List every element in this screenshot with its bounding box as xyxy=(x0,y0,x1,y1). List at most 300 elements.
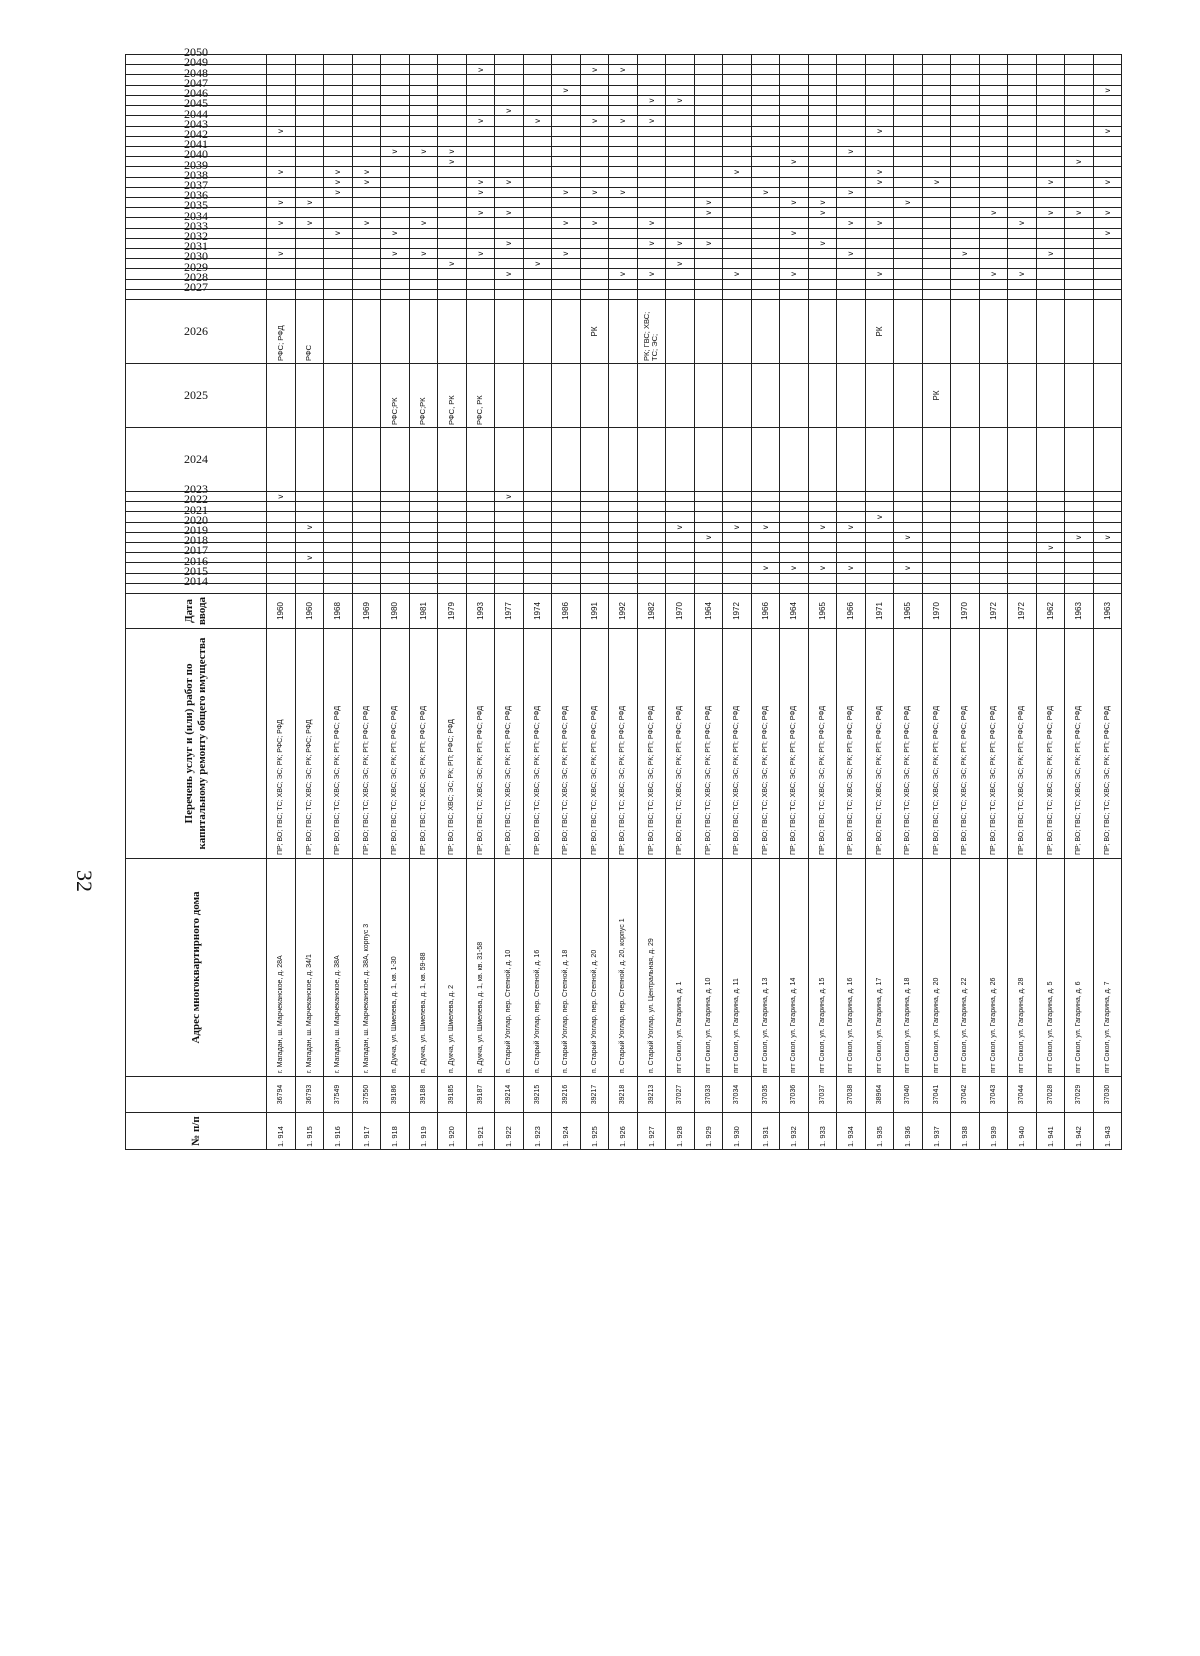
row-year-cell-2036 xyxy=(951,197,980,207)
row-year-cell-2037 xyxy=(438,187,467,197)
row-year-cell-2021 xyxy=(409,512,438,522)
row-year-cell-2027 xyxy=(979,289,1008,299)
row-services: ПР; ВО; ГВС; ТС; ХВС; ЭС; РК; РП; РФС; РФД xyxy=(1065,629,1094,859)
row-year-cell-2014 xyxy=(751,583,780,593)
row-year-cell-2048 xyxy=(922,75,951,85)
row-year-cell-2023 xyxy=(894,491,923,501)
row-year-cell-2037 xyxy=(694,187,723,197)
row-year-cell-2020 xyxy=(1065,522,1094,532)
row-commission-year: 1974 xyxy=(523,594,552,629)
row-year-cell-2029: v xyxy=(609,269,638,279)
row-year-cell-2018 xyxy=(381,542,410,552)
row-year-cell-2039: v xyxy=(324,167,353,177)
row-year-cell-2034: v xyxy=(352,218,381,228)
row-year-cell-2015 xyxy=(523,573,552,583)
row-address: пгт Сокол, ул. Гагарина, д. 1 xyxy=(666,859,695,1077)
row-year-cell-2032 xyxy=(438,238,467,248)
row-year-cell-2018 xyxy=(409,542,438,552)
row-year-cell-2014 xyxy=(580,583,609,593)
table-row xyxy=(438,55,467,1150)
row-year-cell-2043 xyxy=(1036,126,1065,136)
row-year-cell-2031: v xyxy=(381,248,410,258)
row-year-cell-2050 xyxy=(495,55,524,65)
row-year-cell-2019 xyxy=(324,532,353,542)
row-year-cell-2022 xyxy=(352,502,381,512)
row-year-cell-2034 xyxy=(381,218,410,228)
row-address: г. Магадан, ш. Марчеканское, д. 34/1 xyxy=(295,859,324,1077)
row-year-cell-2043 xyxy=(922,126,951,136)
row-year-cell-2039 xyxy=(523,167,552,177)
row-year-cell-2032 xyxy=(1036,238,1065,248)
row-year-cell-2048 xyxy=(409,75,438,85)
row-year-cell-2029: v xyxy=(495,269,524,279)
row-year-cell-2050 xyxy=(409,55,438,65)
row-year-cell-2046 xyxy=(1008,95,1037,105)
row-year-cell-2019 xyxy=(609,532,638,542)
row-year-cell-2033 xyxy=(580,228,609,238)
row-year-cell-2025 xyxy=(552,363,581,427)
row-commission-year: 1966 xyxy=(837,594,866,629)
row-year-cell-2017 xyxy=(609,553,638,563)
row-year-cell-2022 xyxy=(808,502,837,512)
row-year-cell-2039 xyxy=(694,167,723,177)
row-year-cell-2023 xyxy=(723,491,752,501)
header-year-label: 2016 xyxy=(184,553,208,568)
row-year-cell-2023 xyxy=(694,491,723,501)
row-year-cell-2023 xyxy=(979,491,1008,501)
header-year-label: 2034 xyxy=(184,208,208,223)
row-year-cell-2026 xyxy=(751,299,780,363)
row-year-cell-2014 xyxy=(837,583,866,593)
row-year-cell-2034 xyxy=(1036,218,1065,228)
row-year-cell-2031: v xyxy=(552,248,581,258)
row-year-cell-2025 xyxy=(666,363,695,427)
row-address: п. Старый Уоглар, пер. Степной, д. 20 xyxy=(580,859,609,1077)
row-year-cell-2041 xyxy=(552,146,581,156)
row-year-cell-2044 xyxy=(951,116,980,126)
row-year-cell-2039 xyxy=(552,167,581,177)
row-year-cell-2031: v xyxy=(267,248,296,258)
row-year-cell-2014 xyxy=(438,583,467,593)
row-year-cell-2015 xyxy=(1093,573,1122,583)
row-year-cell-2043 xyxy=(495,126,524,136)
row-year-cell-2020 xyxy=(324,522,353,532)
row-year-cell-2047 xyxy=(837,85,866,95)
header-year-label: 2020 xyxy=(184,512,208,527)
row-number: 1. 940 xyxy=(1008,1113,1037,1150)
table-row xyxy=(352,55,381,1150)
row-year-cell-2032 xyxy=(381,238,410,248)
row-year-cell-2043 xyxy=(694,126,723,136)
row-year-cell-2037: v xyxy=(324,187,353,197)
row-year-cell-2018 xyxy=(552,542,581,552)
row-year-cell-2039 xyxy=(637,167,666,177)
row-year-cell-2019 xyxy=(979,532,1008,542)
row-year-cell-2028 xyxy=(1036,279,1065,289)
row-year-cell-2014 xyxy=(922,583,951,593)
row-year-cell-2046 xyxy=(552,95,581,105)
row-house-id: 36793 xyxy=(295,1077,324,1113)
table-header-row xyxy=(126,55,267,1150)
row-house-id: 37043 xyxy=(979,1077,1008,1113)
row-commission-year: 1972 xyxy=(1008,594,1037,629)
row-year-cell-2021 xyxy=(381,512,410,522)
row-services: ПР; ВО; ГВС; ТС; ХВС; ЭС; РК; РП; РФС; РФД xyxy=(694,629,723,859)
row-year-cell-2046 xyxy=(609,95,638,105)
row-year-cell-2018 xyxy=(324,542,353,552)
row-year-cell-2014 xyxy=(295,583,324,593)
row-year-cell-2047 xyxy=(894,85,923,95)
row-year-cell-2044 xyxy=(552,116,581,126)
row-year-cell-2029 xyxy=(894,269,923,279)
row-year-cell-2028 xyxy=(979,279,1008,289)
row-year-cell-2015 xyxy=(723,573,752,583)
row-year-cell-2033 xyxy=(637,228,666,238)
row-year-cell-2016: v xyxy=(751,563,780,573)
row-year-cell-2026 xyxy=(951,299,980,363)
row-year-cell-2049 xyxy=(951,65,980,75)
row-year-cell-2033 xyxy=(922,228,951,238)
row-year-cell-2042 xyxy=(894,136,923,146)
row-year-cell-2037 xyxy=(381,187,410,197)
row-year-cell-2044 xyxy=(267,116,296,126)
row-year-cell-2041 xyxy=(751,146,780,156)
row-year-cell-2047 xyxy=(1065,85,1094,95)
row-year-cell-2033 xyxy=(609,228,638,238)
row-year-cell-2025: РФС;РК xyxy=(409,363,438,427)
row-year-cell-2024 xyxy=(609,427,638,491)
row-year-cell-2016 xyxy=(324,563,353,573)
row-year-cell-2031 xyxy=(780,248,809,258)
header-year-label: 2035 xyxy=(184,198,208,213)
row-year-cell-2019 xyxy=(922,532,951,542)
row-address: пгт Сокол, ул. Гагарина, д. 10 xyxy=(694,859,723,1077)
row-year-cell-2015 xyxy=(552,573,581,583)
row-year-cell-2033 xyxy=(552,228,581,238)
row-year-cell-2029: v xyxy=(723,269,752,279)
row-year-cell-2047: v xyxy=(552,85,581,95)
row-number: 1. 925 xyxy=(580,1113,609,1150)
row-year-cell-2035 xyxy=(267,208,296,218)
row-year-cell-2022 xyxy=(666,502,695,512)
row-year-cell-2023 xyxy=(666,491,695,501)
row-year-cell-2041 xyxy=(609,146,638,156)
row-year-cell-2034 xyxy=(466,218,495,228)
table-row xyxy=(1065,55,1094,1150)
row-year-cell-2022 xyxy=(751,502,780,512)
row-year-cell-2016 xyxy=(1093,563,1122,573)
row-year-cell-2021 xyxy=(637,512,666,522)
row-year-cell-2014 xyxy=(267,583,296,593)
row-year-cell-2043 xyxy=(409,126,438,136)
row-year-cell-2024 xyxy=(267,427,296,491)
row-year-cell-2028 xyxy=(523,279,552,289)
row-year-cell-2049 xyxy=(979,65,1008,75)
row-year-cell-2031 xyxy=(922,248,951,258)
row-year-cell-2025 xyxy=(324,363,353,427)
row-year-cell-2047 xyxy=(466,85,495,95)
row-year-cell-2048 xyxy=(723,75,752,85)
row-services: ПР; ВО; ГВС; ТС; ХВС; ЭС; РК; РП; РФС; РФД xyxy=(922,629,951,859)
row-year-cell-2048 xyxy=(1008,75,1037,85)
table-row xyxy=(1093,55,1122,1150)
row-year-cell-2042 xyxy=(723,136,752,146)
page-number: 32 xyxy=(72,870,97,892)
row-house-id: 37028 xyxy=(1036,1077,1065,1113)
row-year-cell-2022 xyxy=(979,502,1008,512)
row-house-id: 39215 xyxy=(523,1077,552,1113)
row-year-cell-2031 xyxy=(1093,248,1122,258)
table-row xyxy=(666,55,695,1150)
row-year-cell-2030 xyxy=(580,259,609,269)
row-year-cell-2036 xyxy=(324,197,353,207)
row-year-cell-2016 xyxy=(552,563,581,573)
row-year-cell-2035: v xyxy=(1093,208,1122,218)
row-year-cell-2031 xyxy=(438,248,467,258)
row-year-cell-2035 xyxy=(523,208,552,218)
header-year-label: 2040 xyxy=(184,147,208,162)
row-year-cell-2049 xyxy=(523,65,552,75)
row-year-cell-2038 xyxy=(267,177,296,187)
header-year-label: 2046 xyxy=(184,86,208,101)
row-year-cell-2015 xyxy=(865,573,894,583)
table-row xyxy=(780,55,809,1150)
row-year-cell-2028 xyxy=(922,279,951,289)
row-year-cell-2049 xyxy=(352,65,381,75)
row-year-cell-2044 xyxy=(865,116,894,126)
row-year-cell-2014 xyxy=(637,583,666,593)
row-year-cell-2047 xyxy=(808,85,837,95)
row-year-cell-2027 xyxy=(267,289,296,299)
row-year-cell-2032 xyxy=(1065,238,1094,248)
row-year-cell-2032 xyxy=(352,238,381,248)
row-year-cell-2034 xyxy=(751,218,780,228)
row-year-cell-2041 xyxy=(780,146,809,156)
row-year-cell-2040 xyxy=(495,157,524,167)
row-address: п. Дукча, ул. Шмелева, д. 2 xyxy=(438,859,467,1077)
row-year-cell-2030 xyxy=(837,259,866,269)
row-year-cell-2031 xyxy=(295,248,324,258)
row-year-cell-2022 xyxy=(1065,502,1094,512)
row-year-cell-2048 xyxy=(1065,75,1094,85)
row-year-cell-2044: v xyxy=(466,116,495,126)
row-year-cell-2015 xyxy=(922,573,951,583)
row-year-cell-2028 xyxy=(295,279,324,289)
header-year-label: 2038 xyxy=(184,167,208,182)
row-year-cell-2041: v xyxy=(381,146,410,156)
row-year-cell-2022 xyxy=(922,502,951,512)
row-year-cell-2014 xyxy=(352,583,381,593)
row-year-cell-2024 xyxy=(1065,427,1094,491)
row-year-cell-2021 xyxy=(552,512,581,522)
row-year-cell-2032 xyxy=(751,238,780,248)
row-year-cell-2040 xyxy=(808,157,837,167)
row-year-cell-2036: v xyxy=(894,197,923,207)
row-year-cell-2042 xyxy=(1065,136,1094,146)
row-year-cell-2038 xyxy=(666,177,695,187)
row-year-cell-2038 xyxy=(438,177,467,187)
row-year-cell-2046 xyxy=(1036,95,1065,105)
row-year-cell-2027 xyxy=(951,289,980,299)
row-year-cell-2036 xyxy=(1008,197,1037,207)
row-year-cell-2048 xyxy=(609,75,638,85)
row-year-cell-2020 xyxy=(409,522,438,532)
row-year-cell-2046 xyxy=(723,95,752,105)
row-year-cell-2035 xyxy=(780,208,809,218)
row-year-cell-2046: v xyxy=(637,95,666,105)
row-year-cell-2024 xyxy=(438,427,467,491)
table-row xyxy=(723,55,752,1150)
row-year-cell-2040 xyxy=(1036,157,1065,167)
row-year-cell-2017 xyxy=(495,553,524,563)
row-year-cell-2019 xyxy=(381,532,410,542)
row-year-cell-2039 xyxy=(979,167,1008,177)
row-year-cell-2019 xyxy=(295,532,324,542)
row-year-cell-2039 xyxy=(609,167,638,177)
row-year-cell-2034 xyxy=(951,218,980,228)
row-address: п. Дукча, ул. Шмелева, д. 1, кв. 59-88 xyxy=(409,859,438,1077)
row-year-cell-2036 xyxy=(609,197,638,207)
row-year-cell-2028 xyxy=(438,279,467,289)
row-number: 1. 928 xyxy=(666,1113,695,1150)
row-house-id: 39217 xyxy=(580,1077,609,1113)
row-year-cell-2038 xyxy=(409,177,438,187)
table-row xyxy=(495,55,524,1150)
row-year-cell-2043: v xyxy=(865,126,894,136)
row-commission-year: 1966 xyxy=(751,594,780,629)
header-year-label: 2043 xyxy=(184,116,208,131)
row-year-cell-2017 xyxy=(894,553,923,563)
row-year-cell-2018 xyxy=(1008,542,1037,552)
row-year-cell-2024 xyxy=(552,427,581,491)
row-year-cell-2034 xyxy=(780,218,809,228)
row-year-cell-2019 xyxy=(751,532,780,542)
row-year-cell-2026 xyxy=(409,299,438,363)
row-year-cell-2047 xyxy=(438,85,467,95)
row-year-cell-2048 xyxy=(466,75,495,85)
row-year-cell-2045 xyxy=(438,106,467,116)
row-year-cell-2045 xyxy=(637,106,666,116)
header-year-label: 2030 xyxy=(184,249,208,264)
row-year-cell-2048 xyxy=(894,75,923,85)
row-year-cell-2020 xyxy=(865,522,894,532)
row-address: пгт Сокол, ул. Гагарина, д. 16 xyxy=(837,859,866,1077)
row-year-cell-2035 xyxy=(552,208,581,218)
row-year-cell-2036 xyxy=(723,197,752,207)
row-year-cell-2021 xyxy=(666,512,695,522)
header-year-2014 xyxy=(126,574,267,593)
row-year-cell-2037 xyxy=(922,187,951,197)
header-year-2027 xyxy=(126,279,267,299)
row-year-cell-2025 xyxy=(808,363,837,427)
row-year-cell-2017 xyxy=(381,553,410,563)
row-year-cell-2036 xyxy=(666,197,695,207)
row-year-cell-2043 xyxy=(1065,126,1094,136)
row-year-cell-2033 xyxy=(979,228,1008,238)
row-year-cell-2043 xyxy=(580,126,609,136)
row-year-cell-2046 xyxy=(1065,95,1094,105)
row-year-cell-2022 xyxy=(381,502,410,512)
row-year-cell-2015 xyxy=(1036,573,1065,583)
row-year-cell-2046 xyxy=(438,95,467,105)
row-year-cell-2032: v xyxy=(495,238,524,248)
row-year-cell-2024 xyxy=(751,427,780,491)
row-year-cell-2037 xyxy=(295,187,324,197)
row-year-cell-2036 xyxy=(865,197,894,207)
row-year-cell-2047 xyxy=(580,85,609,95)
row-year-cell-2019 xyxy=(267,532,296,542)
row-year-cell-2039 xyxy=(894,167,923,177)
row-year-cell-2044 xyxy=(1065,116,1094,126)
row-year-cell-2037 xyxy=(267,187,296,197)
row-year-cell-2014 xyxy=(894,583,923,593)
row-year-cell-2041: v xyxy=(409,146,438,156)
row-year-cell-2022 xyxy=(324,502,353,512)
row-year-cell-2041 xyxy=(352,146,381,156)
row-year-cell-2044: v xyxy=(523,116,552,126)
header-year-label: 2049 xyxy=(184,55,208,70)
row-year-cell-2041 xyxy=(1065,146,1094,156)
row-year-cell-2041 xyxy=(523,146,552,156)
row-year-cell-2031 xyxy=(609,248,638,258)
row-number: 1. 914 xyxy=(267,1113,296,1150)
row-year-cell-2034 xyxy=(1065,218,1094,228)
row-year-cell-2046 xyxy=(922,95,951,105)
row-year-cell-2033 xyxy=(865,228,894,238)
row-year-cell-2041 xyxy=(865,146,894,156)
row-services: ПР; ВО; ГВС; ТС; ХВС; ЭС; РК; РП; РФС; РФД xyxy=(523,629,552,859)
row-year-cell-2024 xyxy=(324,427,353,491)
row-year-cell-2027 xyxy=(438,289,467,299)
row-year-cell-2030: v xyxy=(438,259,467,269)
row-address: пгт Сокол, ул. Гагарина, д. 14 xyxy=(780,859,809,1077)
row-address: г. Магадан, ш. Марчеканское, д. 28А xyxy=(267,859,296,1077)
row-year-cell-2038: v xyxy=(495,177,524,187)
row-year-cell-2019 xyxy=(865,532,894,542)
row-year-cell-2049: v xyxy=(580,65,609,75)
row-house-id: 37027 xyxy=(666,1077,695,1113)
row-services: ПР; ВО; ГВС; ТС; ХВС; ЭС; РК; РП; РФС; РФД xyxy=(894,629,923,859)
row-year-cell-2027 xyxy=(495,289,524,299)
row-year-cell-2036: v xyxy=(694,197,723,207)
row-year-cell-2050 xyxy=(951,55,980,65)
row-year-cell-2027 xyxy=(409,289,438,299)
row-year-cell-2046 xyxy=(808,95,837,105)
row-year-cell-2015 xyxy=(637,573,666,583)
row-year-cell-2024 xyxy=(837,427,866,491)
row-year-cell-2037 xyxy=(865,187,894,197)
row-year-cell-2019 xyxy=(352,532,381,542)
row-year-cell-2032 xyxy=(922,238,951,248)
row-number: 1. 917 xyxy=(352,1113,381,1150)
row-year-cell-2020 xyxy=(922,522,951,532)
row-year-cell-2025 xyxy=(751,363,780,427)
row-year-cell-2050 xyxy=(295,55,324,65)
row-year-cell-2035: v xyxy=(1065,208,1094,218)
row-year-cell-2044 xyxy=(780,116,809,126)
row-year-cell-2043 xyxy=(324,126,353,136)
row-year-cell-2037 xyxy=(1065,187,1094,197)
row-year-cell-2050 xyxy=(979,55,1008,65)
row-year-cell-2040 xyxy=(951,157,980,167)
row-year-cell-2033 xyxy=(723,228,752,238)
row-year-cell-2016 xyxy=(1036,563,1065,573)
row-services: ПР; ВО; ГВС; ТС; ХВС; ЭС; РК; РП; РФС; РФД xyxy=(1008,629,1037,859)
row-year-cell-2049 xyxy=(381,65,410,75)
row-year-cell-2023 xyxy=(609,491,638,501)
row-year-cell-2036 xyxy=(922,197,951,207)
row-year-cell-2045 xyxy=(1065,106,1094,116)
